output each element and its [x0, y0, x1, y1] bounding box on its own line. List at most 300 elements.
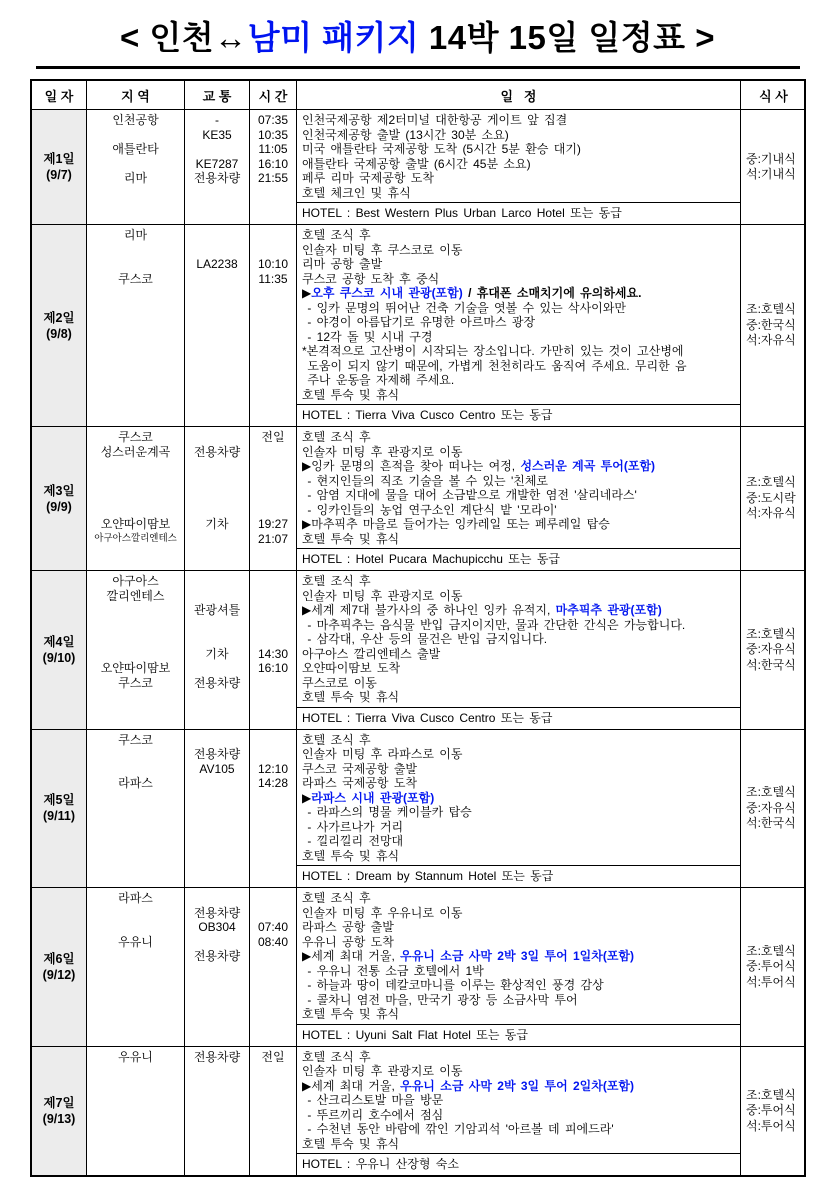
- region-line: [87, 1137, 184, 1152]
- title-segment: 남미 패키지: [247, 19, 420, 56]
- schedule-text: 쿠스코 공항 도착 후 중식: [302, 271, 440, 286]
- region-line: 우유니: [118, 1049, 153, 1064]
- schedule-line: [302, 1050, 736, 1065]
- time-line: 07:35: [257, 113, 289, 127]
- transport-line: [185, 286, 249, 301]
- time-line: [250, 243, 296, 258]
- schedule-line: [302, 647, 736, 662]
- transport-line: [185, 1064, 249, 1079]
- schedule-highlight: 마추픽추 관광(포함): [555, 603, 662, 617]
- schedule-text: ▶마추픽추 마을로 들어가는 잉카레일 또는 페루레일 탑승: [302, 517, 610, 531]
- meal-item: 중:한국식: [746, 317, 796, 332]
- transport-line: [185, 330, 249, 345]
- transport-line: [185, 503, 249, 518]
- time-line: [250, 488, 296, 503]
- region-line: [87, 762, 184, 777]
- transport-line: [185, 272, 249, 287]
- schedule-line: [302, 474, 736, 489]
- transport-line: [185, 228, 249, 243]
- transport-line: [185, 978, 249, 993]
- time-cell: [250, 571, 297, 729]
- schedule-text: 우유니 공항 도착: [302, 934, 394, 949]
- transport-line: 전용차량: [193, 949, 241, 963]
- meal-cell: [741, 571, 806, 729]
- table-row-day-4: [32, 571, 804, 730]
- schedule-text: 호텔 조식 후: [302, 430, 371, 444]
- transport-line: KE7287: [195, 156, 239, 171]
- time-line: [250, 589, 296, 604]
- region-line: [87, 301, 184, 316]
- schedule-text: - 라파스의 명물 케이블카 탑승: [302, 805, 472, 819]
- schedule-line: [302, 661, 736, 676]
- hotel-line: HOTEL : Tierra Viva Cusco Centro 또는 동급: [297, 404, 740, 426]
- transport-line: [185, 142, 249, 157]
- schedule-line: [302, 315, 736, 330]
- region-line: [87, 488, 184, 503]
- transport-line: [185, 186, 249, 201]
- region-line: 인천공항: [112, 113, 159, 127]
- meal-item: 중:자유식: [746, 642, 796, 656]
- transport-line: [185, 359, 249, 374]
- region-line: [87, 503, 184, 518]
- transport-line: [185, 1108, 249, 1123]
- meal-cell: [741, 1047, 806, 1176]
- schedule-text: 호텔 투숙 및 휴식: [302, 690, 400, 704]
- day-label: 제6일: [43, 951, 75, 966]
- region-line: 아구아스: [112, 574, 159, 588]
- time-line: [250, 603, 296, 618]
- region-line: [87, 286, 184, 301]
- region-line: [87, 1093, 184, 1108]
- schedule-line: [302, 330, 736, 345]
- region-line: [87, 978, 184, 993]
- title-underline: [36, 66, 800, 69]
- transport-line: [185, 488, 249, 503]
- time-line: 19:27: [257, 517, 289, 531]
- meal-item: 석:자유식: [746, 506, 796, 521]
- hotel-line: HOTEL : 우유니 산장형 숙소: [297, 1153, 740, 1175]
- time-line: [250, 1122, 296, 1137]
- region-line: 애틀란타: [112, 142, 159, 156]
- schedule-line: [302, 257, 736, 272]
- day-date: (9/8): [46, 326, 72, 341]
- region-line: 쿠스코: [118, 732, 153, 747]
- time-line: 12:10: [257, 761, 289, 776]
- transport-line: [185, 791, 249, 806]
- schedule-text: 인솔자 미팅 후 관광지로 이동: [302, 444, 463, 459]
- meal-item: 석:자유식: [746, 333, 796, 348]
- schedule-text: 쿠스코로 이동: [302, 675, 377, 690]
- schedule-line: [302, 834, 736, 849]
- time-line: [250, 805, 296, 820]
- schedule-line: [302, 574, 736, 589]
- region-line: [87, 603, 184, 618]
- schedule-line: [302, 618, 736, 633]
- time-line: [250, 820, 296, 835]
- schedule-text: 페루 리마 국제공항 도착: [302, 171, 434, 185]
- day-date: (9/9): [46, 499, 72, 514]
- schedule-text: 인천국제공항 제2터미널 대한항공 게이트 앞 집결: [302, 113, 568, 127]
- region-line: [87, 920, 184, 935]
- header-meal: 식 사: [759, 88, 788, 104]
- transport-line: OB304: [198, 920, 236, 934]
- time-line: 10:35: [257, 127, 289, 142]
- transport-line: 전용차량: [193, 675, 241, 690]
- schedule-cell: [297, 730, 741, 888]
- time-line: 전일: [261, 1049, 285, 1064]
- time-cell: [250, 110, 297, 224]
- schedule-text: 주나 운동을 자제해 주세요.: [302, 373, 455, 387]
- transport-line: LA2238: [196, 257, 238, 271]
- time-cell: [250, 888, 297, 1046]
- transport-line: 관광셔틀: [193, 603, 241, 617]
- transport-line: [185, 301, 249, 316]
- schedule-line: [302, 849, 736, 864]
- region-line: [87, 820, 184, 835]
- schedule-lines: [297, 888, 740, 1024]
- time-line: 08:40: [257, 934, 289, 949]
- schedule-cell: [297, 571, 741, 729]
- schedule-text: - 하늘과 땅이 데칼코마니를 이루는 환상적인 풍경 감상: [302, 978, 604, 992]
- itinerary-table: [30, 79, 806, 1177]
- schedule-text: ▶: [302, 790, 312, 805]
- schedule-text: ▶세계 제7대 불가사의 중 하나인 잉카 유적지,: [302, 603, 556, 617]
- hotel-line: HOTEL : Tierra Viva Cusco Centro 또는 동급: [297, 707, 740, 729]
- schedule-text: 인솔자 미팅 후 쿠스코로 이동: [302, 242, 463, 257]
- meal-item: 중:기내식: [746, 151, 796, 166]
- meal-item: 석:한국식: [746, 657, 796, 672]
- transport-line: [185, 935, 249, 950]
- schedule-text: 호텔 투숙 및 휴식: [302, 1136, 400, 1151]
- region-line: [87, 906, 184, 921]
- time-line: [250, 1079, 296, 1094]
- schedule-text: 인솔자 미팅 후 관광지로 이동: [302, 588, 463, 603]
- schedule-line: [302, 1007, 736, 1022]
- schedule-line: [302, 1079, 736, 1094]
- day-label: 제2일: [43, 310, 75, 325]
- transport-line: -: [215, 113, 219, 127]
- region-cell: [87, 730, 185, 888]
- day-label: 제7일: [43, 1095, 75, 1110]
- schedule-highlight: 우유니 소금 사막 2박 3일 투어 1일차(포함): [400, 949, 635, 963]
- time-line: [250, 1093, 296, 1108]
- schedule-line: [302, 344, 736, 359]
- header-schedule: 일 정: [297, 81, 741, 109]
- region-line: [87, 993, 184, 1008]
- schedule-line: [302, 776, 736, 791]
- region-line: [87, 805, 184, 820]
- schedule-line: [302, 459, 736, 474]
- schedule-line: [302, 186, 736, 201]
- transport-cell: [185, 730, 250, 888]
- region-line: [87, 834, 184, 849]
- schedule-text: 호텔 조식 후: [302, 1049, 371, 1064]
- meal-item: 중:투어식: [746, 1103, 796, 1117]
- schedule-text: ▶잉카 문명의 흔적을 찾아 떠나는 여정,: [302, 459, 521, 473]
- schedule-text: 오얀따이땀보 도착: [302, 661, 401, 675]
- schedule-highlight: 성스러운 계곡 투어(포함): [520, 459, 656, 473]
- time-line: [250, 373, 296, 388]
- region-line: [87, 1079, 184, 1094]
- schedule-line: [302, 301, 736, 316]
- schedule-line: [302, 690, 736, 705]
- time-cell: [250, 730, 297, 888]
- time-line: [250, 286, 296, 301]
- region-line: [87, 1108, 184, 1123]
- transport-line: [185, 805, 249, 820]
- time-line: [250, 344, 296, 359]
- schedule-text: 라파스 공항 출발: [302, 920, 394, 934]
- transport-cell: [185, 110, 250, 224]
- time-line: [250, 1064, 296, 1079]
- hotel-line: HOTEL : Hotel Pucara Machupicchu 또는 동급: [297, 548, 740, 570]
- region-line: 라파스: [118, 891, 153, 905]
- transport-line: 전용차량: [193, 444, 241, 459]
- time-line: [250, 330, 296, 345]
- region-line: [87, 964, 184, 979]
- day-cell: [32, 888, 87, 1046]
- time-line: [250, 993, 296, 1008]
- day-date: (9/13): [42, 1111, 76, 1126]
- region-line: 리마: [123, 171, 148, 185]
- schedule-line: [302, 891, 736, 906]
- transport-line: [185, 1122, 249, 1137]
- time-line: 16:10: [257, 661, 289, 675]
- schedule-text: - 수천년 동안 바람에 깎인 기암괴석 '아르볼 데 피에드라': [302, 1122, 614, 1136]
- schedule-text: - 야경이 아름답기로 유명한 아르마스 광장: [302, 315, 536, 329]
- schedule-line: [302, 128, 736, 143]
- meal-cell: [741, 110, 806, 224]
- region-line: 쿠스코: [118, 675, 153, 690]
- schedule-text: - 12각 돌 및 시내 구경: [302, 329, 433, 344]
- schedule-line: [302, 532, 736, 547]
- meal-item: 중:투어식: [746, 959, 796, 973]
- region-line: [87, 747, 184, 762]
- region-line: [87, 949, 184, 964]
- transport-line: [185, 891, 249, 906]
- day-label: 제4일: [43, 634, 75, 649]
- schedule-text: 호텔 조식 후: [302, 574, 371, 588]
- day-cell: [32, 225, 87, 426]
- schedule-text: - 잉카 문명의 뛰어난 건축 기술을 엿볼 수 있는 삭사이와만: [302, 300, 626, 315]
- meal-item: 조:호텔식: [746, 785, 796, 799]
- schedule-highlight: 오후 쿠스코 시내 관광(포함): [311, 286, 463, 300]
- schedule-text: - 우유니 전통 소금 호텔에서 1박: [302, 963, 484, 978]
- transport-line: [185, 459, 249, 474]
- schedule-lines: [297, 427, 740, 548]
- schedule-text: 도움이 되지 않기 때문에, 가볍게 천천히라도 움직여 주세요. 무리한 음: [302, 358, 687, 373]
- schedule-text: *본격적으로 고산병이 시작되는 장소입니다. 가만히 있는 것이 고산병에: [302, 344, 684, 358]
- transport-line: [185, 574, 249, 589]
- schedule-text: 라파스 국제공항 도착: [302, 776, 417, 790]
- schedule-lines: [297, 730, 740, 866]
- transport-line: AV105: [199, 761, 235, 776]
- meal-cell: [741, 730, 806, 888]
- schedule-line: [302, 243, 736, 258]
- schedule-line: [302, 373, 736, 388]
- meal-item: 석:한국식: [746, 816, 796, 830]
- transport-line: [185, 430, 249, 445]
- day-date: (9/11): [43, 809, 75, 824]
- day-date: (9/12): [42, 967, 76, 982]
- schedule-line: [302, 632, 736, 647]
- transport-line: [185, 964, 249, 979]
- region-line: [87, 344, 184, 359]
- schedule-line: [302, 1064, 736, 1079]
- time-line: 16:10: [257, 156, 289, 171]
- schedule-text: - 삼각대, 우산 등의 물건은 반입 금지입니다.: [302, 632, 548, 646]
- schedule-text: - 콜차니 염전 마을, 만국기 광장 등 소금사막 투어: [302, 992, 578, 1007]
- schedule-text: 호텔 조식 후: [302, 228, 371, 242]
- schedule-text: 인솔자 미팅 후 관광지로 이동: [302, 1064, 463, 1078]
- schedule-text: 호텔 체크인 및 휴식: [302, 185, 411, 200]
- time-line: 14:28: [257, 776, 289, 790]
- time-line: [250, 676, 296, 691]
- time-line: [250, 978, 296, 993]
- schedule-line: [302, 272, 736, 287]
- time-line: [250, 891, 296, 906]
- schedule-cell: [297, 110, 741, 224]
- region-line: [87, 618, 184, 633]
- hotel-line: HOTEL : Best Western Plus Urban Larco Hotel 또는 동급: [297, 202, 740, 224]
- schedule-text: 호텔 투숙 및 휴식: [302, 848, 400, 863]
- region-line: [87, 186, 184, 201]
- schedule-text: ▶: [302, 286, 312, 300]
- schedule-lines: [297, 1047, 740, 1154]
- region-line: 우유니: [118, 934, 153, 949]
- time-line: [250, 186, 296, 201]
- time-line: [250, 228, 296, 243]
- region-cell: [87, 110, 185, 224]
- transport-line: [185, 243, 249, 258]
- schedule-text: / 휴대폰 소매치기에 유의하세요.: [462, 286, 642, 300]
- schedule-line: [302, 993, 736, 1008]
- time-line: 07:40: [257, 920, 289, 934]
- schedule-line: [302, 445, 736, 460]
- region-line: [87, 243, 184, 258]
- meal-item: 석:기내식: [746, 167, 796, 181]
- schedule-line: [302, 935, 736, 950]
- time-cell: [250, 1047, 297, 1176]
- schedule-text: ▶세계 최대 거울,: [302, 1078, 401, 1093]
- schedule-line: [302, 228, 736, 243]
- meal-cell: [741, 225, 806, 426]
- schedule-line: [302, 762, 736, 777]
- transport-line: [185, 632, 249, 647]
- schedule-text: 미국 애틀란타 국제공항 도착 (5시간 5분 환승 대기): [302, 142, 581, 156]
- day-label: 제5일: [43, 793, 75, 808]
- day-cell: [32, 1047, 87, 1176]
- transport-line: [185, 820, 249, 835]
- transport-line: [185, 589, 249, 604]
- time-line: [250, 949, 296, 964]
- time-line: 11:05: [258, 142, 288, 156]
- transport-line: [185, 1093, 249, 1108]
- region-line: [87, 849, 184, 864]
- table-row-day-1: [32, 110, 804, 225]
- schedule-line: [302, 676, 736, 691]
- time-line: [250, 690, 296, 705]
- region-line: [87, 157, 184, 172]
- meal-item: 조:호텔식: [746, 302, 796, 317]
- day-date: (9/7): [46, 168, 72, 182]
- table-row-day-7: [32, 1047, 804, 1176]
- schedule-line: [302, 978, 736, 993]
- time-line: 전일: [261, 430, 285, 444]
- schedule-text: ▶세계 최대 거울,: [302, 949, 401, 963]
- transport-line: [185, 344, 249, 359]
- transport-line: [185, 373, 249, 388]
- region-line: [87, 791, 184, 806]
- schedule-text: 인솔자 미팅 후 라파스로 이동: [302, 747, 463, 761]
- schedule-lines: [297, 225, 740, 404]
- transport-line: [185, 474, 249, 489]
- schedule-line: [302, 820, 736, 835]
- time-line: [250, 834, 296, 849]
- region-cell: [87, 571, 185, 729]
- schedule-highlight: 우유니 소금 사막 2박 3일 투어 2일차(포함): [400, 1078, 635, 1093]
- time-line: [250, 964, 296, 979]
- transport-line: 전용차량: [193, 747, 241, 761]
- transport-line: [185, 618, 249, 633]
- transport-line: 전용차량: [193, 905, 241, 920]
- time-line: [250, 574, 296, 589]
- schedule-line: [302, 1137, 736, 1152]
- day-cell: [32, 571, 87, 729]
- region-line: 오얀따이땀보: [100, 517, 171, 531]
- schedule-line: [302, 430, 736, 445]
- time-line: [250, 747, 296, 762]
- region-line: 라파스: [118, 776, 153, 790]
- hotel-line: HOTEL : Dream by Stannum Hotel 또는 동급: [297, 865, 740, 887]
- meal-item: 조:호텔식: [746, 1087, 796, 1102]
- meal-item: 석:투어식: [746, 974, 796, 989]
- hotel-line: HOTEL : Uyuni Salt Flat Hotel 또는 동급: [297, 1024, 740, 1046]
- region-line: [87, 1064, 184, 1079]
- day-date: (9/10): [42, 650, 76, 665]
- transport-cell: [185, 225, 250, 426]
- time-line: [250, 474, 296, 489]
- schedule-line: [302, 488, 736, 503]
- region-cell: [87, 888, 185, 1046]
- transport-line: [185, 834, 249, 849]
- schedule-cell: [297, 427, 741, 570]
- schedule-text: - 뚜르끼리 호수에서 점심: [302, 1107, 444, 1122]
- meal-item: 조:호텔식: [746, 626, 796, 641]
- meal-cell: [741, 888, 806, 1046]
- table-row-day-2: [32, 225, 804, 427]
- time-line: 21:55: [257, 171, 289, 185]
- title-segment: < 인천↔: [119, 19, 248, 56]
- schedule-text: 호텔 조식 후: [302, 732, 371, 747]
- region-line: 리마: [123, 228, 148, 242]
- region-line: 깔리엔테스: [106, 588, 165, 603]
- region-cell: [87, 1047, 185, 1176]
- schedule-line: [302, 805, 736, 820]
- region-line: [87, 474, 184, 489]
- region-line: [87, 1122, 184, 1137]
- region-line: [87, 315, 184, 330]
- schedule-text: - 마추픽추는 음식물 반입 금지이지만, 물과 간단한 간식은 가능합니다.: [302, 617, 686, 632]
- schedule-line: [302, 157, 736, 172]
- time-line: [250, 791, 296, 806]
- schedule-line: [302, 388, 736, 403]
- schedule-text: 쿠스코 국제공항 출발: [302, 761, 417, 776]
- schedule-lines: [297, 571, 740, 707]
- title-segment: 14박 15일 일정표 >: [419, 19, 715, 56]
- transport-line: [185, 690, 249, 705]
- schedule-line: [302, 517, 736, 532]
